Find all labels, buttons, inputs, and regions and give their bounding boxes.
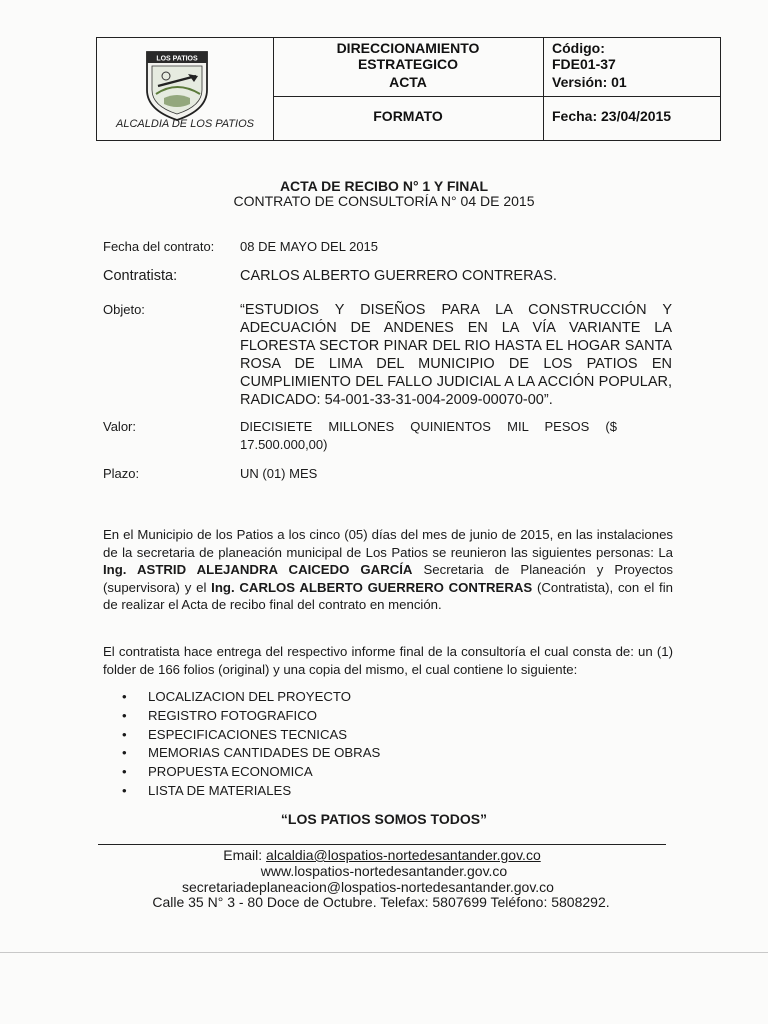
bullet-icon: • (122, 745, 127, 761)
objeto-label: Objeto: (103, 302, 145, 317)
paragraph-text: (Contratista), con el fin de realizar el Acta de recibo final del contrato en mención. (103, 579, 673, 612)
header-codigo-label: Código: (552, 40, 605, 56)
document-subtitle: CONTRATO DE CONSULTORÍA N° 04 DE 2015 (233, 193, 535, 209)
supervisora-name: Ing. ASTRID ALEJANDRA CAICEDO GARCÍA (103, 562, 413, 577)
logo-text: LOS PATIOS (156, 55, 198, 63)
contratista-name: Ing. CARLOS ALBERTO GUERRERO CONTRERAS (211, 579, 533, 595)
list-item: • REGISTRO FOTOGRAFICO (122, 707, 380, 726)
header-formato: FORMATO (373, 108, 443, 124)
email-link[interactable]: alcaldia@lospatios-nortedesantander.gov.co (266, 847, 541, 863)
bullet-icon: • (122, 707, 127, 723)
contratista-label: Contratista: (103, 268, 178, 284)
header-acta: ACTA (389, 74, 427, 90)
header-codigo-value: FDE01-37 (552, 56, 616, 72)
website-link[interactable]: www.lospatios-nortedesantander.gov.co (260, 863, 508, 879)
valor-value: DIECISIETE MILLONES QUINIENTOS MIL PESOS ($ 17.500.000,00) (240, 419, 617, 452)
header-divider (273, 96, 720, 97)
plazo-label: Plazo: (103, 466, 140, 481)
document-title: ACTA DE RECIBO N° 1 Y FINAL (279, 178, 489, 194)
list-item: • ESPECIFICACIONES TECNICAS (122, 726, 380, 745)
page-edge (0, 952, 768, 953)
alcaldia-label: ALCALDIA DE LOS PATIOS (116, 118, 254, 130)
header-estrategico: ESTRATEGICO (357, 56, 459, 72)
logo-cell (97, 38, 273, 140)
list-item: • MEMORIAS CANTIDADES DE OBRAS (122, 744, 380, 763)
list-item: • LISTA DE MATERIALES (122, 782, 380, 801)
contents-list (122, 688, 380, 801)
paragraph-entrega: El contratista hace entrega del respectivo informe final de la consultoría el cual consta de: un (1) folder de 166 folios (original) y una copia del mismo, el cual contiene lo siguiente: (103, 644, 673, 677)
footer-address: Calle 35 N° 3 - 80 Doce de Octubre. Telefax: 5807699 Teléfono: 5808292. (152, 894, 610, 910)
bullet-icon: • (122, 764, 127, 780)
header-fecha: Fecha: 23/04/2015 (552, 108, 672, 124)
header-table (96, 37, 721, 141)
list-item: • LOCALIZACION DEL PROYECTO (122, 688, 380, 707)
fecha-contrato-label: Fecha del contrato: (103, 239, 215, 254)
bullet-icon: • (122, 726, 127, 742)
secretaria-email-link[interactable]: secretariadeplaneacion@lospatios-nortedesantander.gov.co (182, 879, 554, 895)
valor-label: Valor: (103, 419, 136, 434)
paragraph-text: En el Municipio de los Patios a los cinco (05) días del mes de junio de 2015, en las instalaciones de la secretaria de planeación municipal de Los Patios se reunieron las siguientes personas: La (103, 527, 673, 560)
contratista-value: CARLOS ALBERTO GUERRERO CONTRERAS. (240, 268, 557, 284)
objeto-value: “ESTUDIOS Y DISEÑOS PARA LA CONSTRUCCIÓN Y ADECUACIÓN DE ANDENES EN LA VÍA VARIANTE LA FLORESTA SECTOR PINAR DEL RIO HASTA EL HOGAR SANTA ROSA DE LIMA DEL MUNICIPIO DE LOS PATIOS EN CUMPLIMIENTO DEL FALLO JUDICIAL A LA ACCIÓN POPULAR, RADICADO: 54-001-33-31-004-2009-00070-00”. (240, 302, 672, 408)
fecha-contrato-value: 08 DE MAYO DEL 2015 (240, 239, 379, 254)
paragraph-text: Secretaria de Planeación y Proyectos (supervisora) y el (103, 562, 673, 595)
email-label: Email: (223, 847, 267, 863)
header-version: Versión: 01 (552, 74, 627, 90)
footer-email (0, 847, 766, 863)
municipal-shield-logo (144, 46, 210, 122)
footer-rule (98, 844, 666, 845)
plazo-value: UN (01) MES (240, 466, 318, 481)
bullet-icon: • (122, 689, 127, 704)
slogan: “LOS PATIOS SOMOS TODOS” (280, 811, 488, 827)
bullet-icon: • (122, 782, 127, 798)
paragraph-reunion (103, 526, 673, 614)
header-divider (543, 38, 544, 140)
list-item: • PROPUESTA ECONOMICA (122, 763, 380, 782)
header-direccionamiento: DIRECCIONAMIENTO (336, 40, 480, 56)
